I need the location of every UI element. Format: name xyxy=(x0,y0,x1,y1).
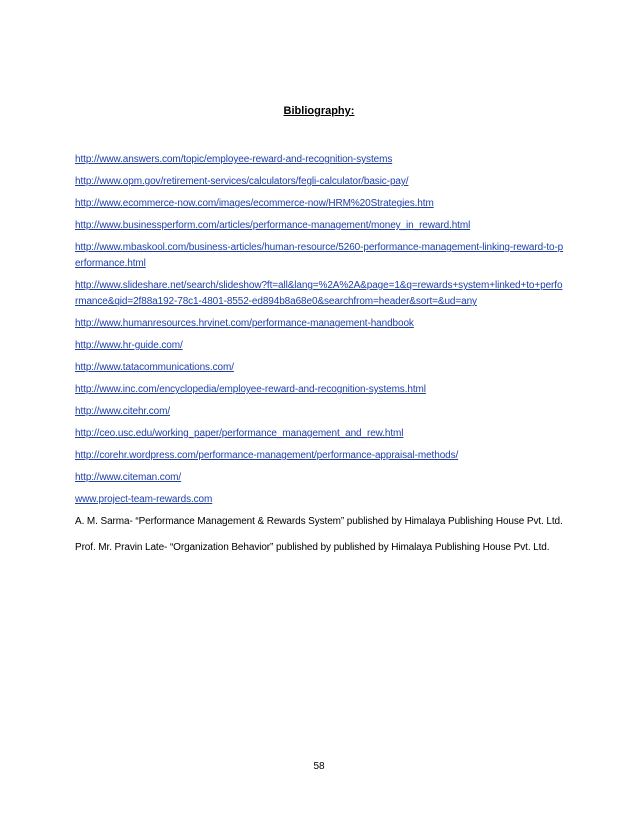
bibliography-link[interactable]: http://www.mbaskool.com/business-articles/human-resource/5260-performance-management-linking-reward-to-performance.html xyxy=(75,242,564,269)
page-number: 58 xyxy=(313,761,325,772)
bibliography-link[interactable]: http://www.slideshare.net/search/slideshow?ft=all&lang=%2A%2A&page=1&q=rewards+system+linked+to+performance&qid=2f88a192-78c1-4801-8552-ed894b8a68e0&searchfrom=header&sort=&ud=any xyxy=(75,280,563,307)
bibliography-link[interactable]: http://www.hr-guide.com/ xyxy=(75,340,183,351)
bibliography-heading: Bibliography: xyxy=(283,105,355,117)
bibliography-link[interactable]: http://corehr.wordpress.com/performance-management/performance-appraisal-methods/ xyxy=(75,450,459,461)
bibliography-list xyxy=(75,152,565,566)
bibliography-link[interactable]: http://www.citeman.com/ xyxy=(75,472,182,483)
bibliography-link[interactable]: http://www.tatacommunications.com/ xyxy=(75,362,234,373)
bibliography-link[interactable]: http://www.citehr.com/ xyxy=(75,406,171,417)
bibliography-link[interactable]: http://www.opm.gov/retirement-services/calculators/fegli-calculator/basic-pay/ xyxy=(75,176,409,187)
bibliography-link[interactable]: http://www.humanresources.hrvinet.com/performance-management-handbook xyxy=(75,318,414,329)
bibliography-link[interactable]: http://www.inc.com/encyclopedia/employee-reward-and-recognition-systems.html xyxy=(75,384,426,395)
bibliography-link[interactable]: www.project-team-rewards.com xyxy=(75,494,213,505)
bibliography-link[interactable]: http://www.answers.com/topic/employee-reward-and-recognition-systems xyxy=(75,154,393,165)
bibliography-link[interactable]: http://ceo.usc.edu/working_paper/performance_management_and_rew.html xyxy=(75,428,404,439)
book-reference: A. M. Sarma- “Performance Management & Rewards System” published by Himalaya Publishing House Pvt. Ltd. xyxy=(75,516,563,527)
bibliography-link[interactable]: http://www.ecommerce-now.com/images/ecommerce-now/HRM%20Strategies.htm xyxy=(75,198,434,209)
book-reference: Prof. Mr. Pravin Late- “Organization Behavior” published by published by Himalaya Publishing House Pvt. Ltd. xyxy=(75,542,550,553)
bibliography-link[interactable]: http://www.businessperform.com/articles/performance-management/money_in_reward.html xyxy=(75,220,471,231)
